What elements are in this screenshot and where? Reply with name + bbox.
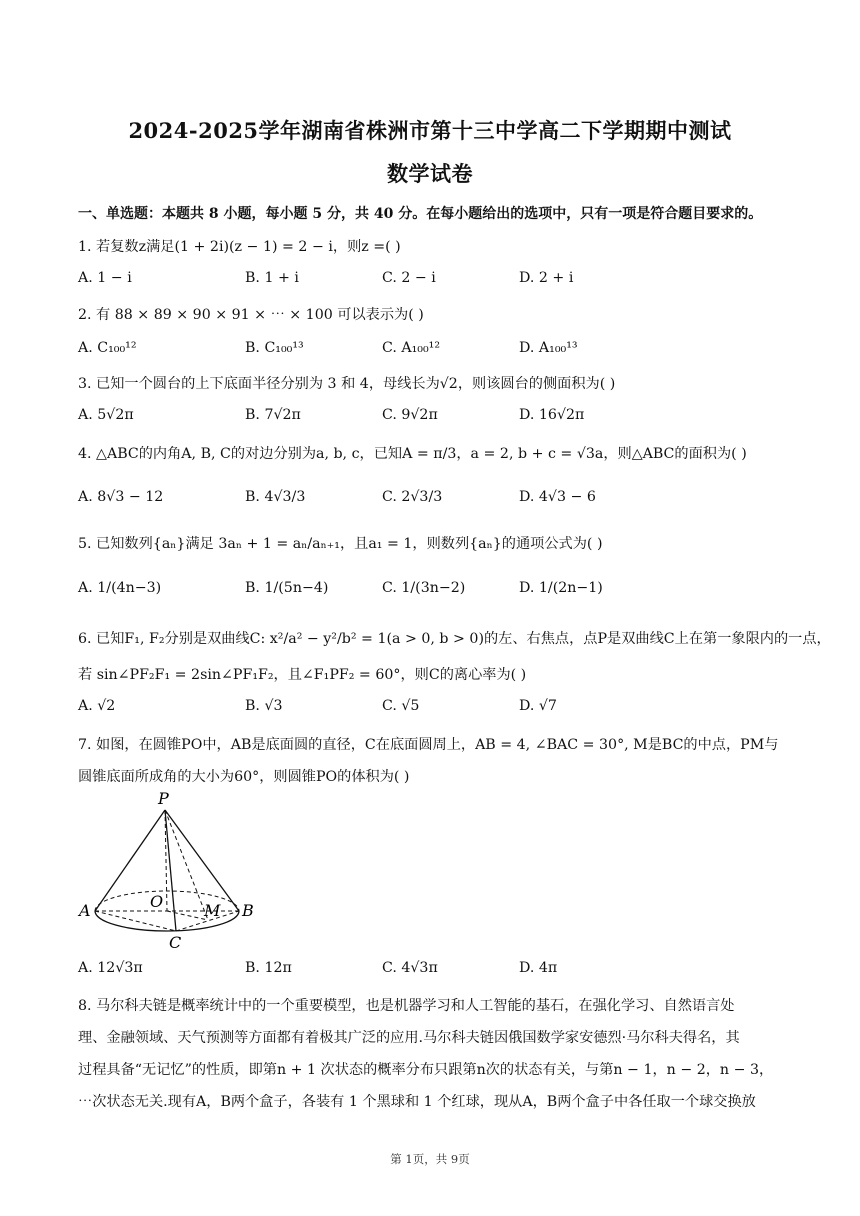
question-7-stem-continued: 圆锥底面所成角的大小为60°，则圆锥PO的体积为( )	[78, 769, 410, 785]
segment-pm	[165, 810, 208, 920]
question-6-stem-continued: 若 sin∠PF₂F₁ = 2sin∠PF₁F₂，且∠F₁PF₂ = 60°，则C的离心率为( )	[78, 667, 527, 683]
question-8-line: 理、金融领域、天气预测等方面都有着极其广泛的应用.马尔科夫链因俄国数学家安德烈·马尔科夫得名，其	[78, 1030, 740, 1046]
option-d: D. 1/(2n−1)	[519, 580, 603, 596]
option-b: B. 7√2π	[245, 407, 301, 423]
exam-title: 2024-2025学年湖南省株洲市第十三中学高二下学期期中测试	[128, 118, 732, 143]
option-a: A. √2	[78, 698, 116, 714]
option-c: C. √5	[382, 698, 420, 714]
chord-ac	[95, 911, 176, 931]
segment-om	[167, 911, 208, 920]
option-a: A. 12√3π	[78, 960, 143, 976]
option-a: A. 1 − i	[78, 270, 132, 286]
option-c: C. 1/(3n−2)	[382, 580, 466, 596]
option-b: B. √3	[245, 698, 283, 714]
option-a: A. 8√3 − 12	[78, 489, 164, 505]
question-8-line: ⋯次状态无关.现有A，B两个盒子，各装有 1 个黑球和 1 个红球，现从A，B两个盒子中各任取一个球交换放	[78, 1094, 756, 1110]
cone-figure	[70, 788, 270, 953]
option-b: B. C₁₀₀¹³	[245, 340, 304, 356]
option-b: B. 12π	[245, 960, 292, 976]
option-c: C. 2√3/3	[382, 489, 443, 505]
option-b: B. 1/(5n−4)	[245, 580, 329, 596]
page-footer: 第 1页，共 9页	[390, 1152, 470, 1166]
option-b: B. 1 + i	[245, 270, 299, 286]
label-c: C	[169, 933, 182, 952]
option-c: C. A₁₀₀¹²	[382, 340, 441, 356]
option-b: B. 4√3/3	[245, 489, 306, 505]
question-3-stem: 3. 已知一个圆台的上下底面半径分别为 3 和 4，母线长为√2，则该圆台的侧面积为( )	[78, 376, 616, 392]
exam-subtitle: 数学试卷	[387, 161, 473, 186]
option-a: A. C₁₀₀¹²	[78, 340, 137, 356]
option-d: D. 2 + i	[519, 270, 574, 286]
option-d: D. 16√2π	[519, 407, 585, 423]
label-b: B	[242, 901, 254, 920]
label-o: O	[150, 892, 164, 911]
question-1-stem: 1. 若复数z满足(1 + 2i)(z − 1) = 2 − i，则z =( )	[78, 239, 401, 255]
question-8-line: 过程具备“无记忆”的性质，即第n + 1 次状态的概率分布只跟第n次的状态有关，与第n − 1，n − 2，n − 3，	[78, 1062, 774, 1078]
option-d: D. 4√3 − 6	[519, 489, 596, 505]
option-c: C. 9√2π	[382, 407, 438, 423]
option-d: D. √7	[519, 698, 557, 714]
label-a: A	[79, 901, 91, 920]
label-m: M	[204, 901, 221, 920]
question-7-stem: 7. 如图，在圆锥PO中，AB是底面圆的直径，C在底面圆周上，AB = 4, ∠BAC = 30°, M是BC的中点，PM与	[78, 737, 779, 753]
question-6-stem: 6. 已知F₁, F₂分别是双曲线C: x²/a² − y²/b² = 1(a > 0, b > 0)的左、右焦点，点P是双曲线C上在第一象限内的一点，	[78, 631, 831, 647]
question-8-text	[78, 990, 782, 1118]
option-c: C. 4√3π	[382, 960, 438, 976]
question-8-line: 8. 马尔科夫链是概率统计中的一个重要模型，也是机器学习和人工智能的基石，在强化学习、自然语言处	[78, 998, 735, 1014]
option-a: A. 5√2π	[78, 407, 134, 423]
question-4-stem: 4. △ABC的内角A, B, C的对边分别为a, b, c，已知A = π/3，a = 2, b + c = √3a，则△ABC的面积为( )	[78, 446, 747, 462]
option-a: A. 1/(4n−3)	[78, 580, 162, 596]
option-d: D. 4π	[519, 960, 558, 976]
question-5-stem: 5. 已知数列{aₙ}满足 3aₙ + 1 = aₙ/aₙ₊₁，且a₁ = 1，则数列{aₙ}的通项公式为( )	[78, 536, 603, 552]
question-2-stem: 2. 有 88 × 89 × 90 × 91 × ⋯ × 100 可以表示为( )	[78, 307, 424, 323]
section-heading: 一、单选题：本题共 8 小题，每小题 5 分，共 40 分。在每小题给出的选项中，只有一项是符合题目要求的。	[78, 206, 763, 222]
label-p: P	[158, 789, 169, 808]
option-d: D. A₁₀₀¹³	[519, 340, 578, 356]
edge-pb	[165, 810, 239, 911]
option-c: C. 2 − i	[382, 270, 436, 286]
